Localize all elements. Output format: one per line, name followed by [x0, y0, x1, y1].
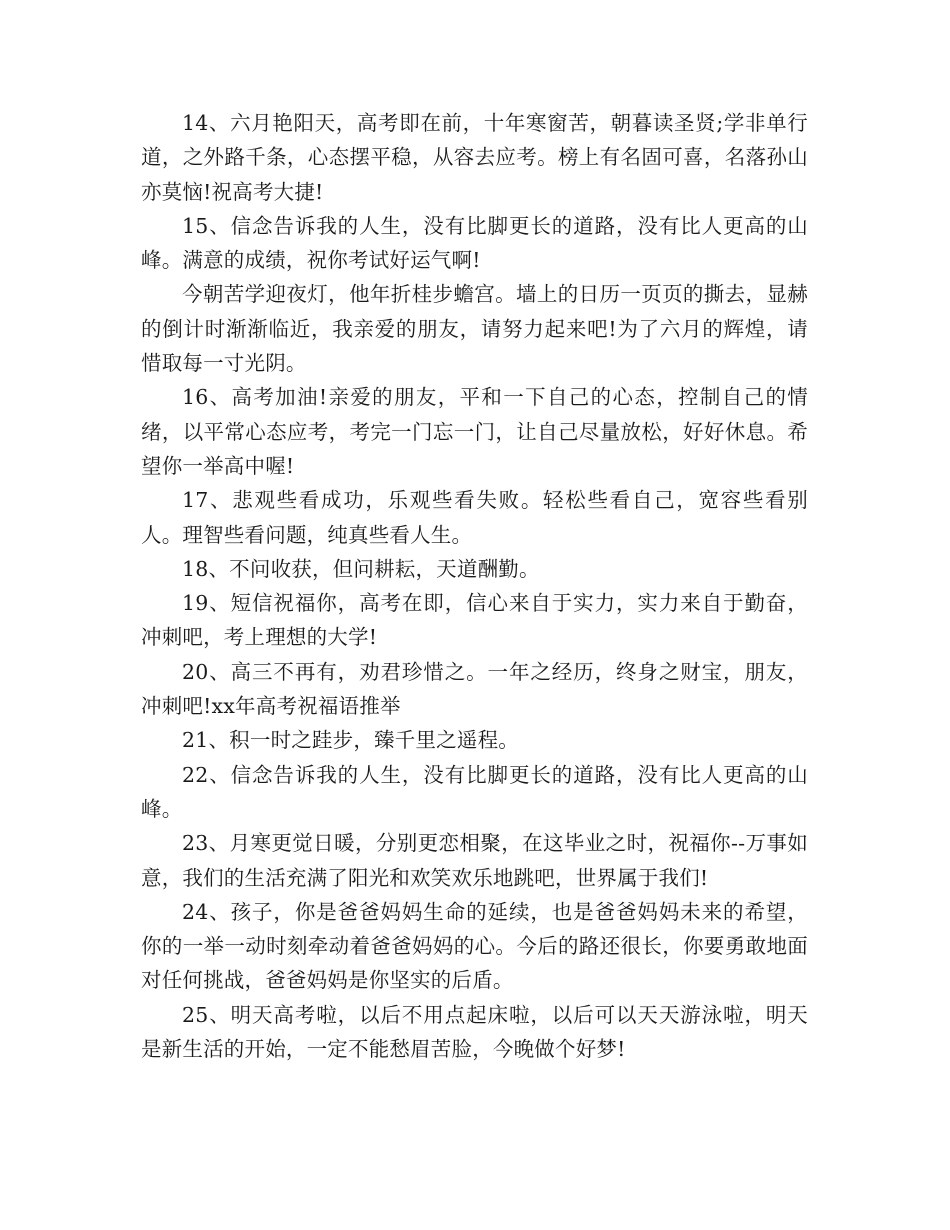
paragraph-18: 18、不问收获，但问耕耘，天道酬勤。 [182, 556, 540, 581]
paragraph-19: 19、短信祝福你，高考在即，信心来自于实力，实力来自于勤奋，冲刺吧，考上理想的大学! [141, 591, 808, 650]
paragraph-15: 15、信念告诉我的人生，没有比脚更长的道路，没有比人更高的山峰。满意的成绩，祝你考试好运气啊! [141, 213, 808, 273]
paragraph-17: 17、悲观些看成功，乐观些看失败。轻松些看自己，宽容些看别人。理智些看问题，纯真些看人生。 [141, 488, 808, 547]
paragraph-16: 16、高考加油!亲爱的朋友，平和一下自己的心态，控制自己的情绪，以平常心态应考，考完一门忘一门，让自己尽量放松，好好休息。希望你一举高中喔! [141, 385, 808, 478]
paragraph-21: 21、积一时之跬步，臻千里之遥程。 [182, 728, 519, 753]
paragraph-22: 22、信念告诉我的人生，没有比脚更长的道路，没有比人更高的山峰。 [141, 762, 808, 821]
paragraph-20: 20、高三不再有，劝君珍惜之。一年之经历，终身之财宝，朋友，冲刺吧!xx年高考祝福语推举 [141, 659, 808, 719]
paragraph-23: 23、月寒更觉日暖，分别更恋相聚，在这毕业之时，祝福你--万事如意，我们的生活充满了阳光和欢笑欢乐地跳吧，世界属于我们! [141, 831, 808, 890]
paragraph-25: 25、明天高考啦，以后不用点起床啦，以后可以天天游泳啦，明天是新生活的开始，一定不能愁眉苦脸，今晚做个好梦! [141, 1002, 808, 1062]
document-body [141, 106, 808, 1066]
paragraph-14: 14、六月艳阳天，高考即在前，十年寒窗苦，朝暮读圣贤;学非单行道，之外路千条，心态摆平稳，从容去应考。榜上有名固可喜，名落孙山亦莫恼!祝高考大捷! [141, 111, 808, 204]
paragraph-24: 24、孩子，你是爸爸妈妈生命的延续，也是爸爸妈妈未来的希望，你的一举一动时刻牵动着爸爸妈妈的心。今后的路还很长，你要勇敢地面对任何挑战，爸爸妈妈是你坚实的后盾。 [141, 899, 808, 993]
paragraph-intro: 今朝苦学迎夜灯，他年折桂步蟾宫。墙上的日历一页页的撕去，显赫的倒计时渐渐临近，我亲爱的朋友，请努力起来吧!为了六月的辉煌，请惜取每一寸光阴。 [141, 282, 808, 376]
